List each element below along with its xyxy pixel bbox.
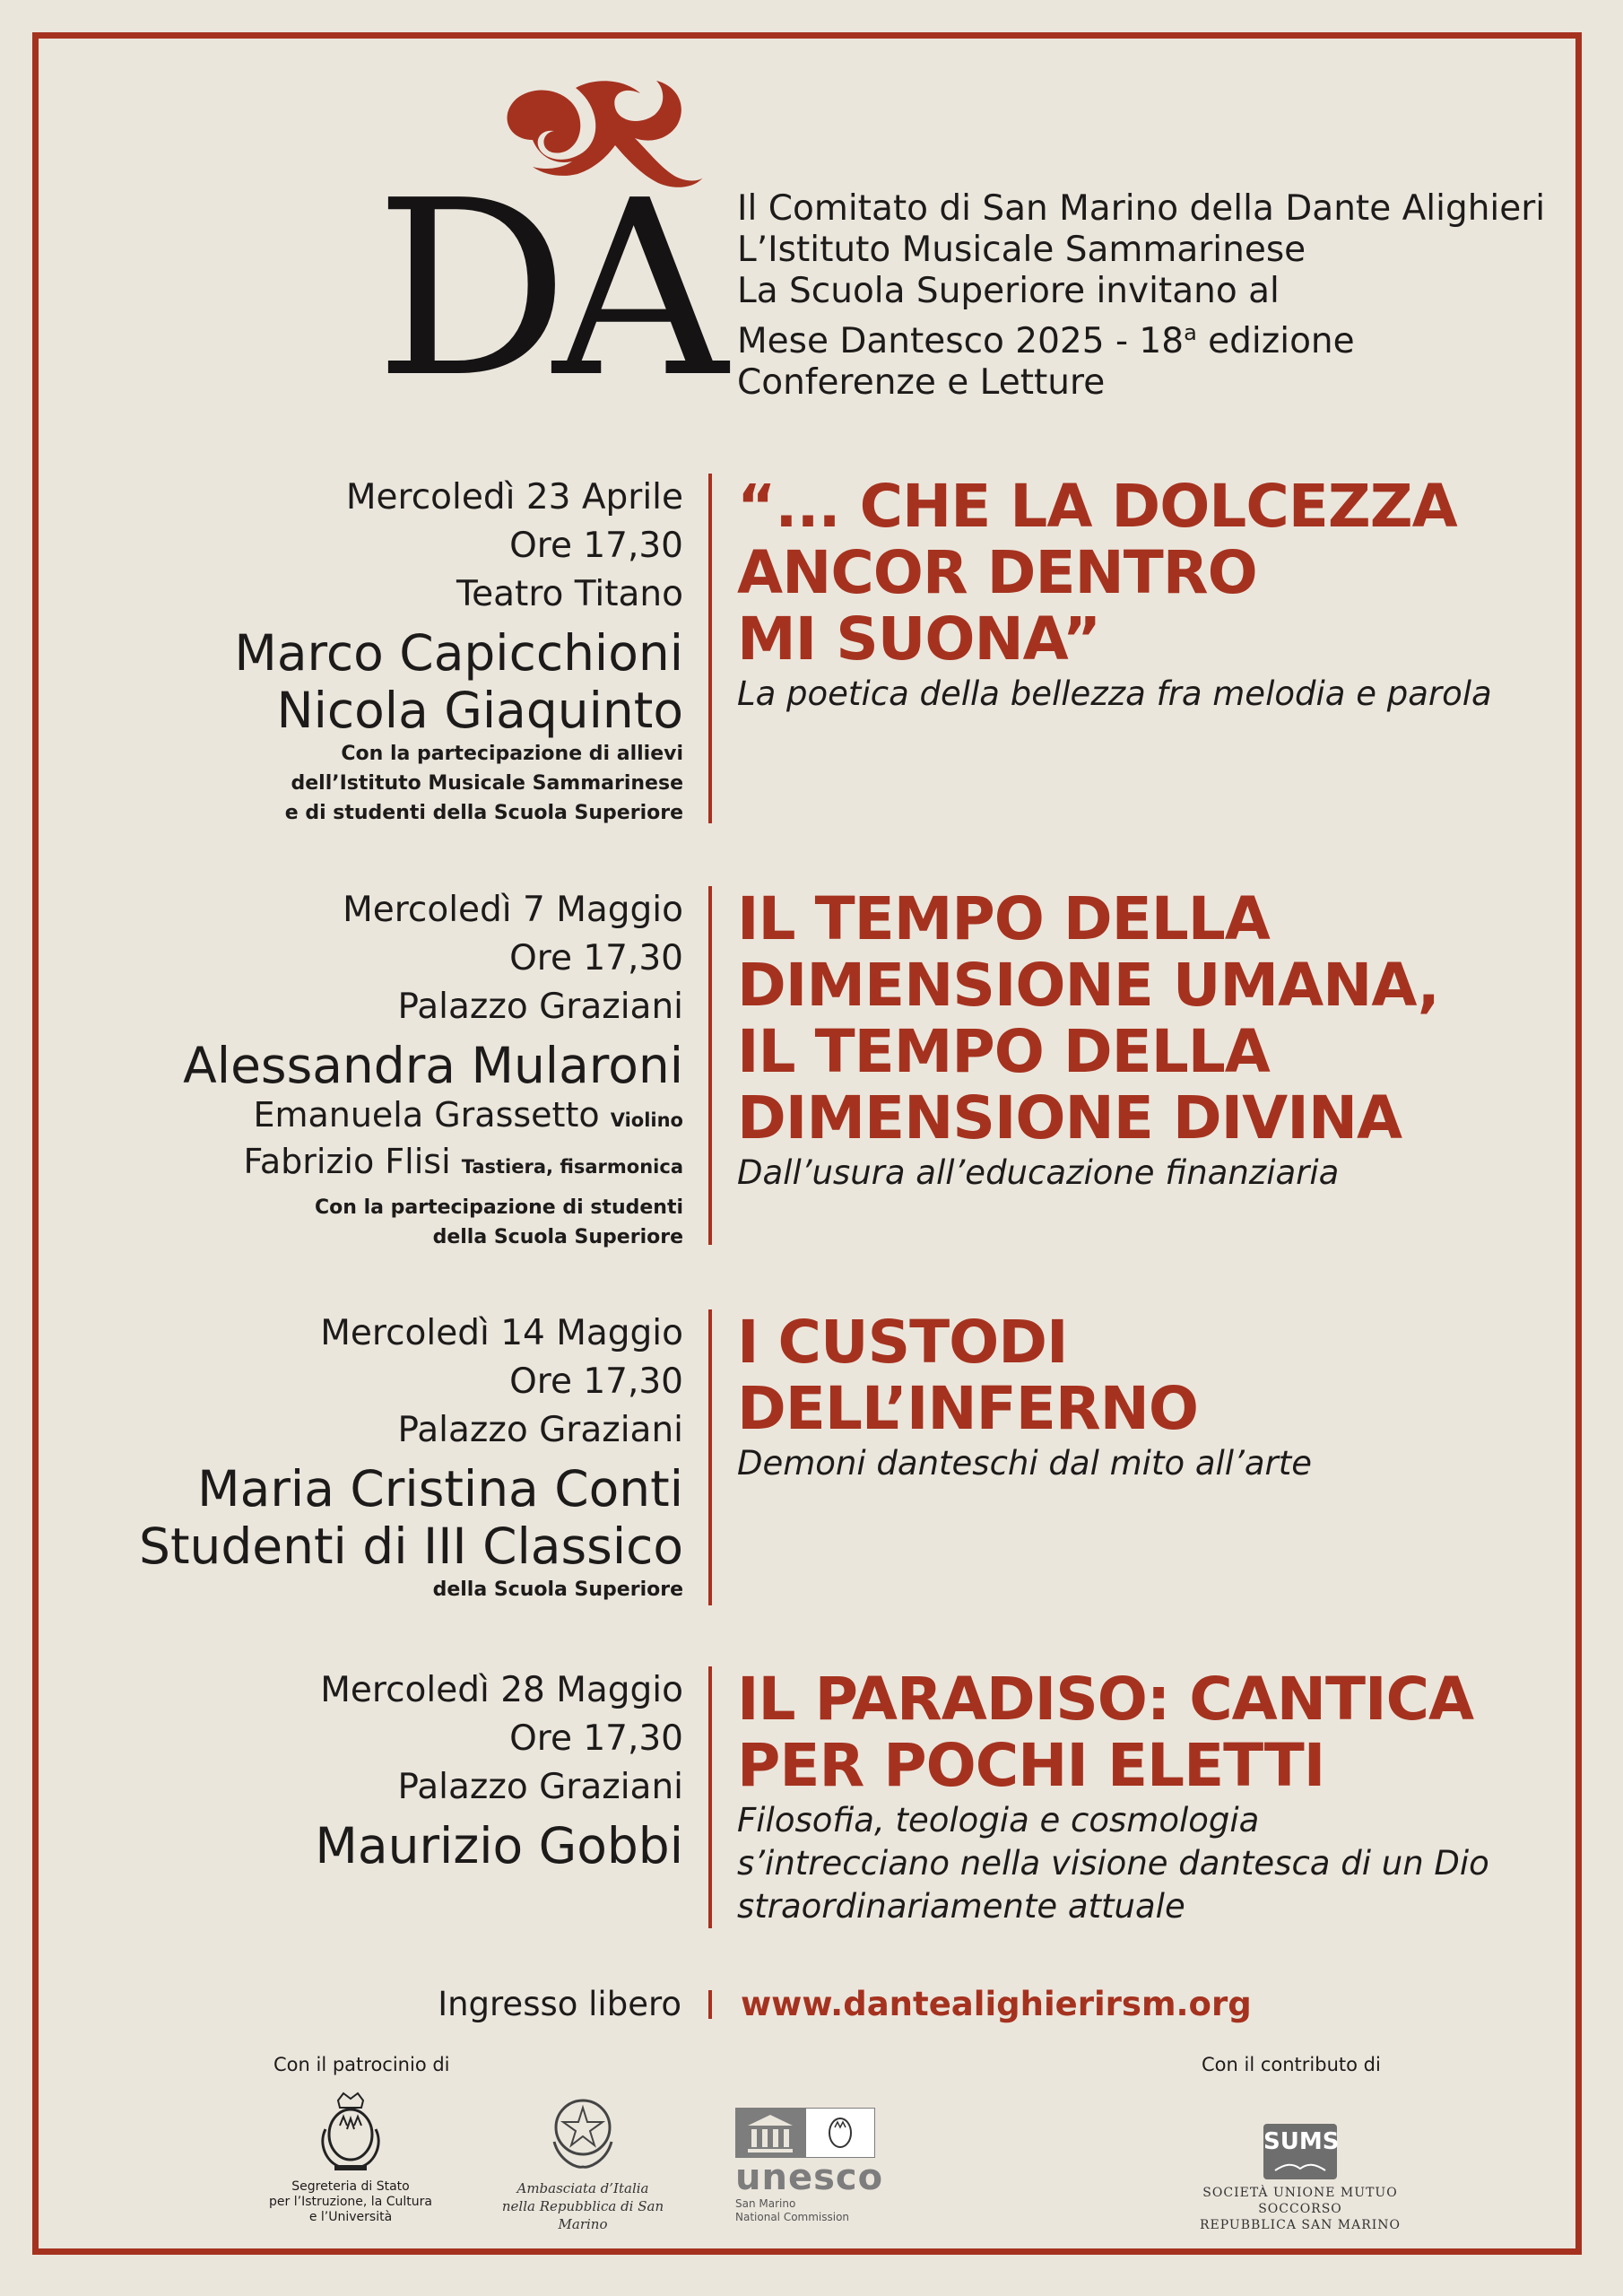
italian-emblem-icon [542,2090,624,2176]
event-info [100,1666,683,1874]
event-speaker: Maria Cristina Conti [197,1460,683,1518]
event-title: DIMENSIONE DIVINA [737,1083,1402,1152]
event-venue: Palazzo Graziani [397,987,683,1027]
event-divider [708,1309,712,1605]
event-subtitle: Demoni danteschi dal mito all’arte [737,1444,1312,1483]
logo-letters: DA [375,148,712,430]
event-title: PER POCHI ELETTI [737,1731,1325,1800]
event-venue: Palazzo Graziani [397,1410,683,1450]
event-subtitle: La poetica della bellezza fra melodia e parola [737,674,1492,713]
event-info [100,1309,683,1605]
event-content [737,474,1571,716]
entry-line [0,1978,1623,2031]
event-venue: Palazzo Graziani [397,1767,683,1807]
event-date: Mercoledì 14 Maggio [320,1313,683,1353]
contribution-label: Con il contributo di [1202,2054,1381,2075]
event-title: MI SUONA” [737,604,1101,674]
event-title: DIMENSIONE UMANA, [737,951,1439,1020]
event-title: IL TEMPO DELLA [737,1017,1270,1086]
header-text [737,188,1544,404]
ambasciata-logo: Ambasciata d’Italia nella Repubblica di San Marino [484,2090,681,2233]
san-marino-coat-of-arms-icon [315,2090,386,2176]
handshake-icon [1273,2161,1327,2174]
event-title: IL PARADISO: CANTICA [737,1665,1474,1734]
event-title: DELL’INFERNO [737,1374,1199,1443]
event-title: “... CHE LA DOLCEZZA [737,472,1457,541]
event-date: Mercoledì 28 Maggio [320,1670,683,1710]
event-content [737,1666,1571,1928]
event-time: Ore 17,30 [509,1361,683,1402]
event-content [737,1309,1571,1485]
dante-logo [375,70,716,430]
sums-logo: SUMS SOCIETÀ UNIONE MUTUO SOCCORSO REPUBBLICA SAN MARINO [1193,2124,1408,2233]
header-line: La Scuola Superiore invitano al [737,271,1280,311]
patronage-label: Con il patrocinio di [273,2054,450,2075]
event-date: Mercoledì 7 Maggio [343,890,683,930]
event-subtitle: Filosofia, teologia e cosmologia s’intrecciano nella visione dantesca di un Dio straordinariamente attuale [737,1801,1489,1926]
unesco-wordmark: unesco [735,2157,884,2198]
event-note: della Scuola Superiore [432,1578,683,1601]
header-edition: Mese Dantesco 2025 - 18$^a$ edizione [737,320,1355,361]
header-line: Conferenze e Letture [737,362,1106,403]
header-line: Il Comitato di San Marino della Dante Alighieri [737,188,1546,229]
event-subtitle: Dall’usura all’educazione finanziaria [737,1153,1340,1192]
event-note: e di studenti della Scuola Superiore [284,802,683,824]
segreteria-logo: Segreteria di Stato per l’Istruzione, la Cultura e l’Università [265,2090,436,2225]
event-speaker: Alessandra Mularoni [183,1037,683,1094]
sums-mark: SUMS [1263,2124,1337,2179]
entry-separator [708,1990,712,2019]
event-note: Con la partecipazione di allievi [341,743,683,765]
event-time: Ore 17,30 [509,938,683,978]
event-title: ANCOR DENTRO [737,538,1257,607]
event-note: dell’Istituto Musicale Sammarinese [291,772,683,795]
event-title: IL TEMPO DELLA [737,884,1270,953]
event-title: I CUSTODI [737,1308,1068,1377]
event-speaker: Maurizio Gobbi [315,1817,683,1874]
event-time: Ore 17,30 [509,526,683,566]
event-divider [708,886,712,1245]
header-line: L’Istituto Musicale Sammarinese [737,230,1306,270]
event-note: Con la partecipazione di studenti [315,1196,683,1219]
event-date: Mercoledì 23 Aprile [345,477,683,517]
unesco-logo: unesco San Marino National Commission [735,2108,897,2224]
event-time: Ore 17,30 [509,1718,683,1759]
event-speaker: Nicola Giaquinto [276,682,683,739]
website-link[interactable]: www.dantealighierirsm.org [741,1985,1252,2023]
event-info [100,474,683,828]
event-speaker: Studenti di III Classico [139,1518,683,1575]
event-divider [708,474,712,823]
unesco-temple-icon [735,2108,875,2158]
free-entry-label: Ingresso libero [438,1985,681,2023]
event-content [737,886,1571,1195]
event-speaker: Marco Capicchioni [234,624,683,682]
event-note: della Scuola Superiore [432,1226,683,1248]
event-divider [708,1666,712,1928]
event-performer: Fabrizio Flisi Tastiera, fisarmonica [243,1142,683,1181]
event-venue: Teatro Titano [456,574,683,614]
event-info [100,886,683,1252]
event-performer: Emanuela Grassetto Violino [253,1095,683,1135]
